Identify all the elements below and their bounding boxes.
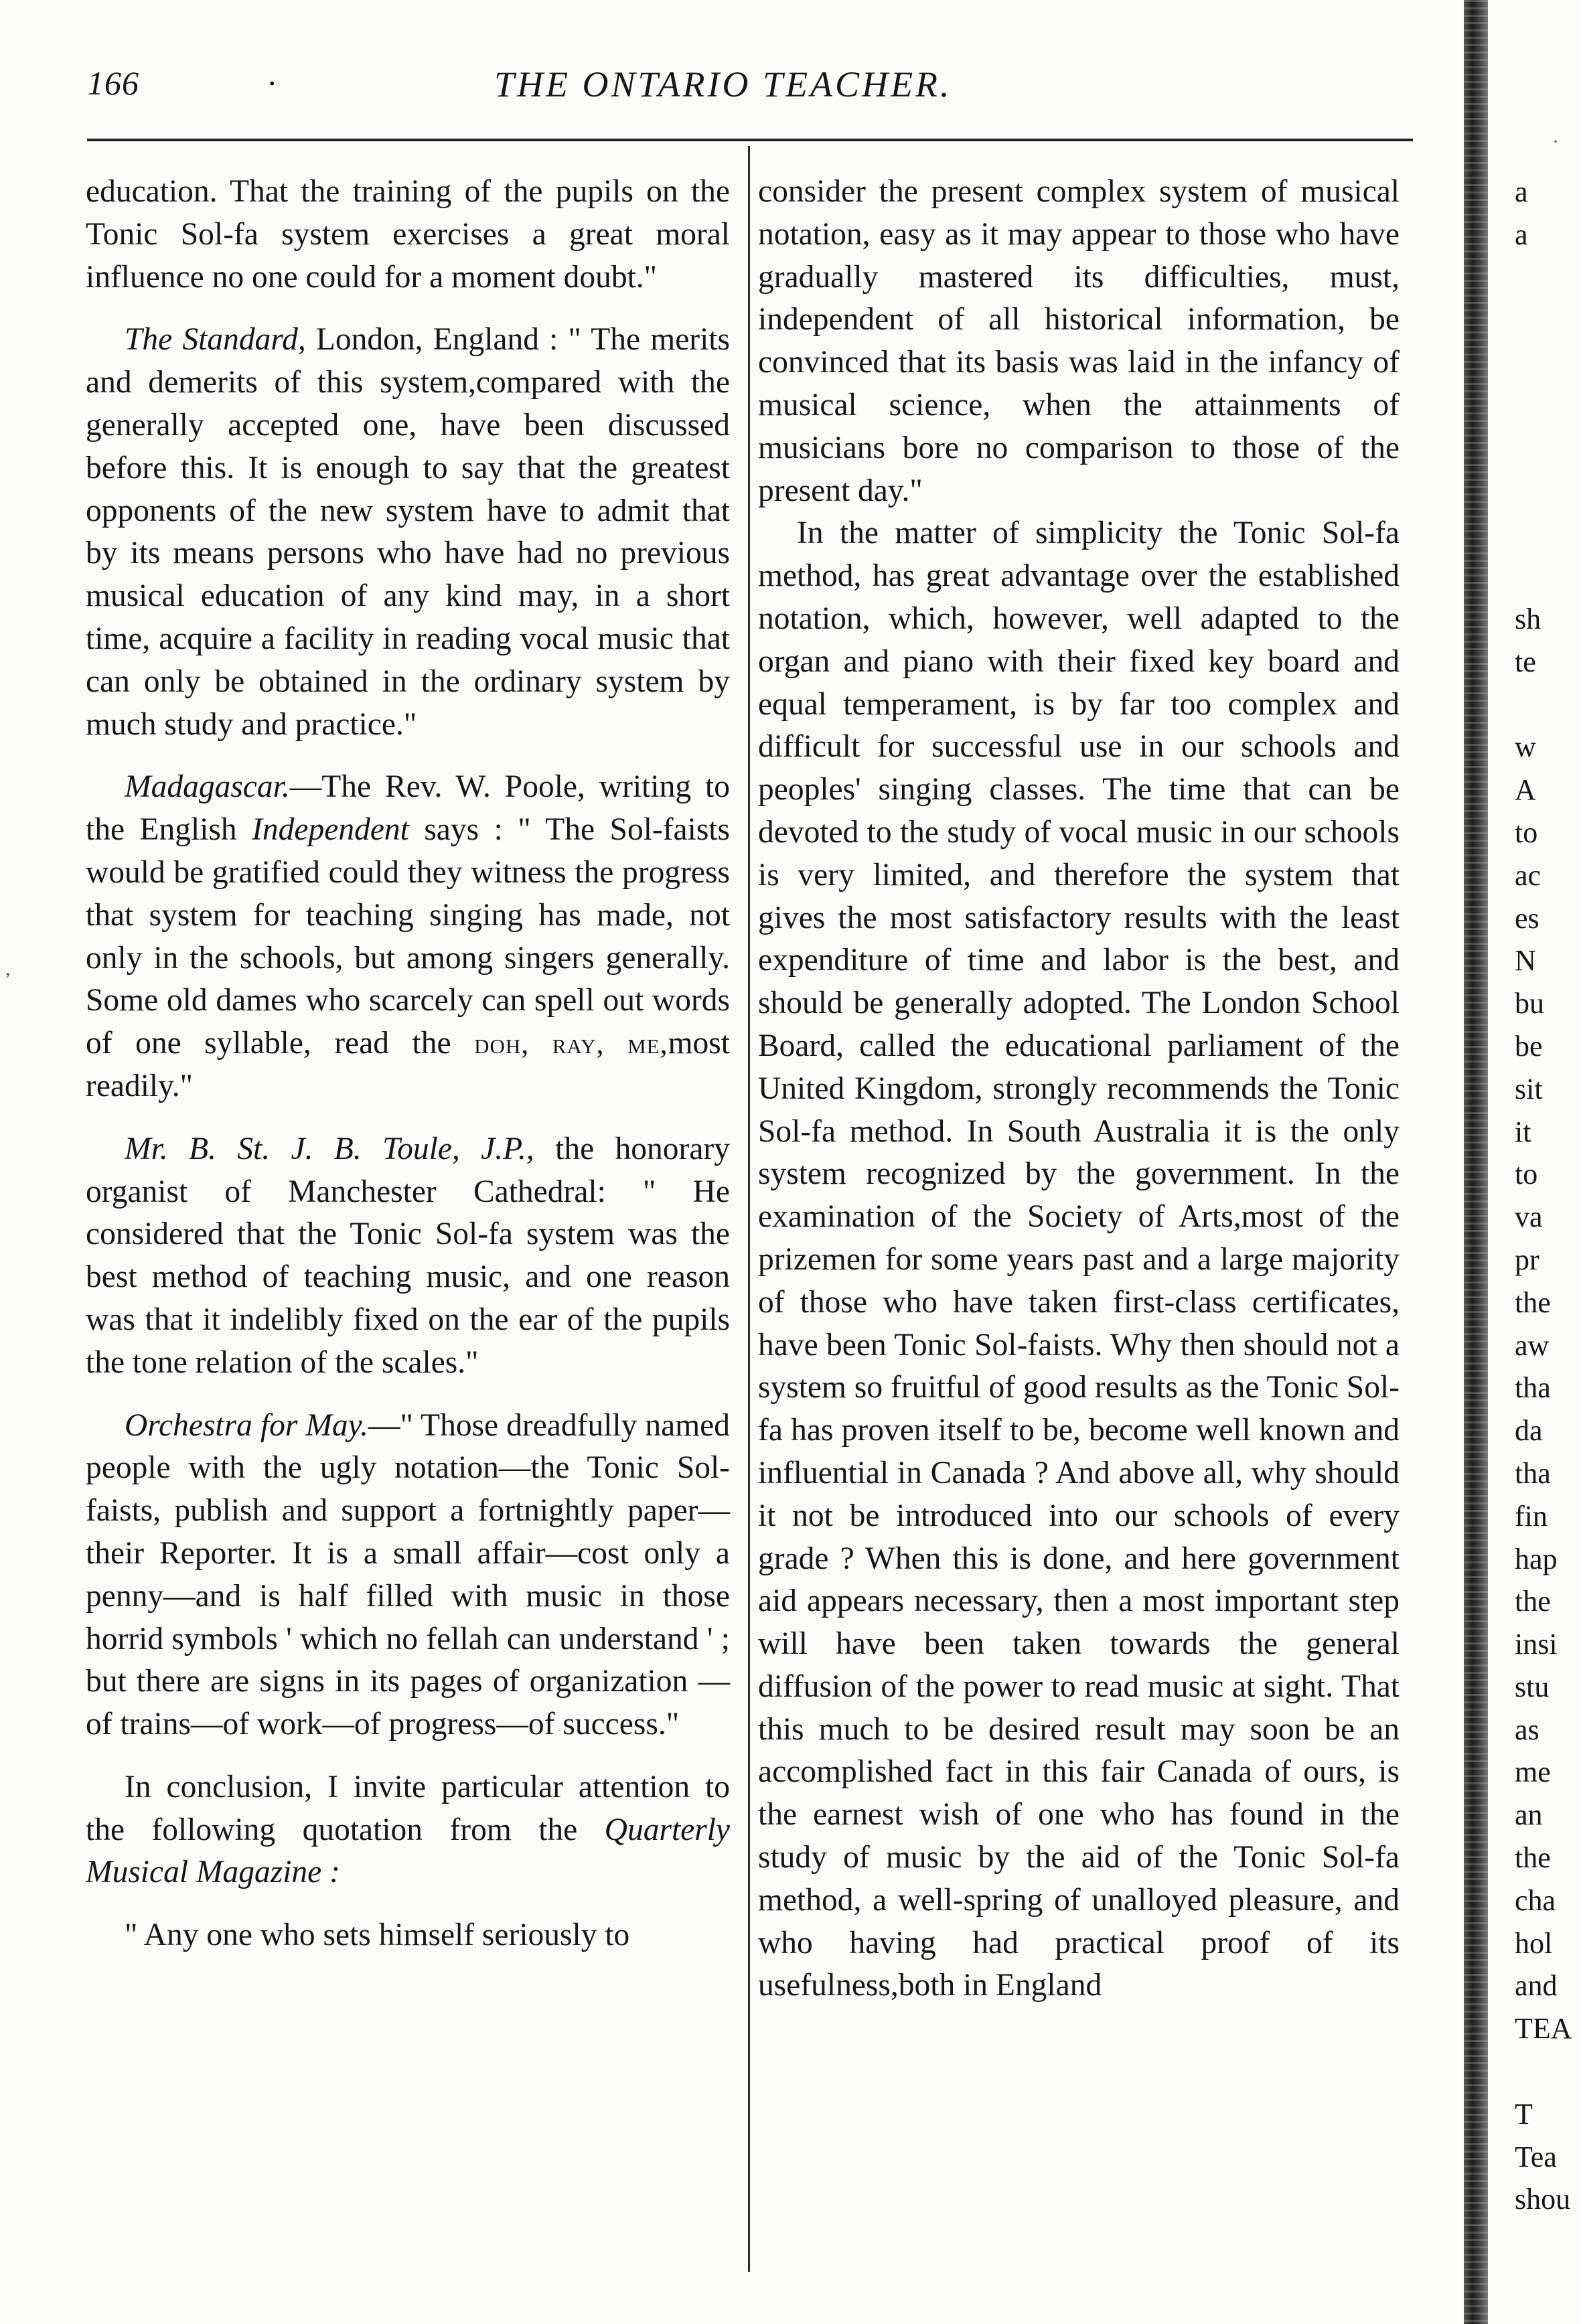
source-orchestra: Orchestra for May. [125,1407,368,1443]
adjacent-fragment: sh [1515,602,1542,635]
adjacent-fragment: an [1515,1798,1543,1832]
solfa-syllables: doh, ray, me, [474,1027,668,1061]
adjacent-fragment [1515,470,1579,513]
adjacent-fragment: te [1515,645,1536,678]
quote-orchestra: —" Those dreadfully named people with the ugly notation—the Tonic Sol-faists, publish and support a fortnightly paper—their Reporter. It is a small affair—cost only a penny—and is half filled with music in those horrid symbols ' which no fellah can understand ' ; but there are signs in its pages of organization —of trains—of work—of progress—of success." [86,1407,730,1742]
page-number: 166 [87,64,139,102]
adjacent-fragment [1515,427,1579,470]
adjacent-fragment [1515,384,1579,427]
quote-madagascar-part-3: most readily." [86,1026,730,1103]
paragraph-conclusion [86,1766,730,1894]
adjacent-fragment: me [1515,1756,1551,1789]
quote-the-standard: London, England : " The merits and demerits of this system,compared with the generally accepted one, have been discussed before this. It is enough to say that the greatest opponents of the new system have to admit that by its means persons who have had no previous musical education of any kind may, in a short time, acquire a facility in reading vocal music that can only be obtained in the ordinary system by much study and practice." [86,322,730,742]
paragraph-the-standard [86,319,730,746]
adjacent-fragment: tha [1515,1371,1551,1405]
source-madagascar: Madagascar. [125,769,290,805]
adjacent-fragment: it [1515,1115,1531,1148]
right-column [758,171,1400,2007]
adjacent-fragment: fin [1515,1499,1548,1533]
adjacent-fragment: va [1515,1200,1543,1234]
adjacent-fragment: the [1515,1585,1551,1618]
adjacent-fragment: hol [1515,1926,1553,1960]
column-divider [748,146,750,2272]
adjacent-fragment: stu [1515,1670,1550,1703]
running-title: THE ONTARIO TEACHER. [494,64,952,104]
adjacent-fragment: T [1515,2097,1533,2131]
adjacent-fragment: ac [1515,858,1542,892]
adjacent-fragment [1515,684,1579,726]
paragraph-quotation-continued: consider the present complex system of musical notation, easy as it may appear to those who have gradually mastered its difficulties, must, independent of all historical information, be convinced that its basis was laid in the infancy of musical science, when the attainments of musicians bore no comparison to those of the present day." [758,174,1400,508]
publication-independent: Independent [252,812,409,848]
adjacent-fragment [1515,256,1579,299]
conclusion-text: In conclusion, I invite particular attention to the following quotation from the [86,1769,730,1847]
paragraph-toule [86,1128,730,1385]
adjacent-fragment: and [1515,1969,1558,2003]
source-the-standard: The Standard, [125,322,306,358]
adjacent-fragment: a [1515,175,1528,208]
binding-texture [1464,0,1488,2324]
adjacent-fragment: the [1515,1286,1551,1319]
paragraph-simplicity: In the matter of simplicity the Tonic Sol-fa method, has great advantage over the established notation, which, however, well adapted to the organ and piano with their fixed key board and equal temperament, is by far too complex and difficult for successful use in our schools and peoples' singing classes. The time that can be devoted to the study of vocal music in our schools is very limited, and therefore the system that gives the most satisfactory results with the least expenditure of time and labor is the best, and should be generally adopted. The London School Board, called the educational parliament of the United Kingdom, strongly recommends the Tonic Sol-fa method. In South Australia it is the only system recognized by the government. In the examination of the Society of Arts,most of the prizemen for some years past and a large majority of those who have taken first-class certificates, have been Tonic Sol-faists. Why then should not a system so fruitful of good results as the Tonic Sol-fa has proven itself to be, become well known and influential in Canada ? And above all, why should it not be introduced into our schools of every grade ? When this is done, and here government aid appears necessary, then a most important step will have been taken towards the general diffusion of the power to read music at sight. That this much to be desired result may soon be an accomplished fact in this fair Canada of ours, is the earnest wish of one who has found in the study of music by the aid of the Tonic Sol-fa method, a well-spring of unalloyed pleasure, and who having had practical proof of its usefulness,both in England [758,516,1400,2003]
adjacent-fragment: cha [1515,1883,1556,1917]
quote-madagascar-part-2: says : " The Sol-faists would be gratified could they witness the progress that system for teaching singing has made, not only in the schools, but among singers generally. Some old dames who scarcely can spell out words of one syllable, read the [86,812,730,1061]
adjacent-fragment: shou [1515,2183,1571,2216]
adjacent-fragment [1515,555,1579,598]
adjacent-fragment [1515,341,1579,384]
adjacent-fragment: bu [1515,987,1544,1020]
adjacent-fragment: Tea [1515,2140,1557,2173]
paragraph-madagascar [86,766,730,1107]
adjacent-fragment: to [1515,816,1538,849]
adjacent-fragment: aw [1515,1328,1550,1362]
paragraph-orchestra [86,1405,730,1746]
stray-mark: · [1552,131,1559,153]
adjacent-fragment: es [1515,901,1539,935]
adjacent-fragment: TEA [1515,2012,1572,2045]
adjacent-fragment: a [1515,218,1528,251]
adjacent-fragment: pr [1515,1243,1539,1276]
adjacent-fragment: be [1515,1029,1543,1063]
adjacent-fragment: w [1515,730,1536,764]
quote-toule: the honorary organist of Manchester Cathedral: " He considered that the Tonic Sol-fa system was the best method of teaching music, and one reason was that it indelibly fixed on the ear of the pupils the tone relation of the scales." [86,1131,730,1380]
adjacent-fragment: tha [1515,1456,1551,1490]
publication-quarterly-musical-magazine: Quarterly Musical Magazine : [86,1812,730,1890]
adjacent-fragment: insi [1515,1628,1558,1661]
adjacent-fragment: N [1515,944,1536,978]
adjacent-fragment: as [1515,1713,1539,1746]
header-separator: · [267,64,278,102]
adjacent-fragment: to [1515,1158,1538,1191]
adjacent-fragment [1515,299,1579,341]
paragraph-education-continued: education. That the training of the pupils on the Tonic Sol-fa system exercises a great moral influence no one could for a moment doubt." [86,174,730,295]
adjacent-fragment: A [1515,773,1536,807]
source-toule: Mr. B. St. J. B. Toule, J.P., [125,1131,534,1166]
left-column [86,171,730,1957]
adjacent-fragment: da [1515,1414,1543,1448]
adjacent-fragment: the [1515,1841,1551,1875]
adjacent-page-fragments [1515,171,1579,2221]
adjacent-fragment [1515,512,1579,555]
adjacent-fragment: hap [1515,1542,1558,1575]
paragraph-quotation-start: " Any one who sets himself seriously to [125,1918,630,1953]
page-header [87,64,1413,124]
stray-mark: , [5,957,11,980]
header-rule [87,139,1413,141]
adjacent-fragment [1515,2050,1579,2093]
adjacent-fragment: sit [1515,1072,1543,1105]
quote-madagascar-part-1: —The Rev. W. Poole, writing to the English [86,769,730,848]
